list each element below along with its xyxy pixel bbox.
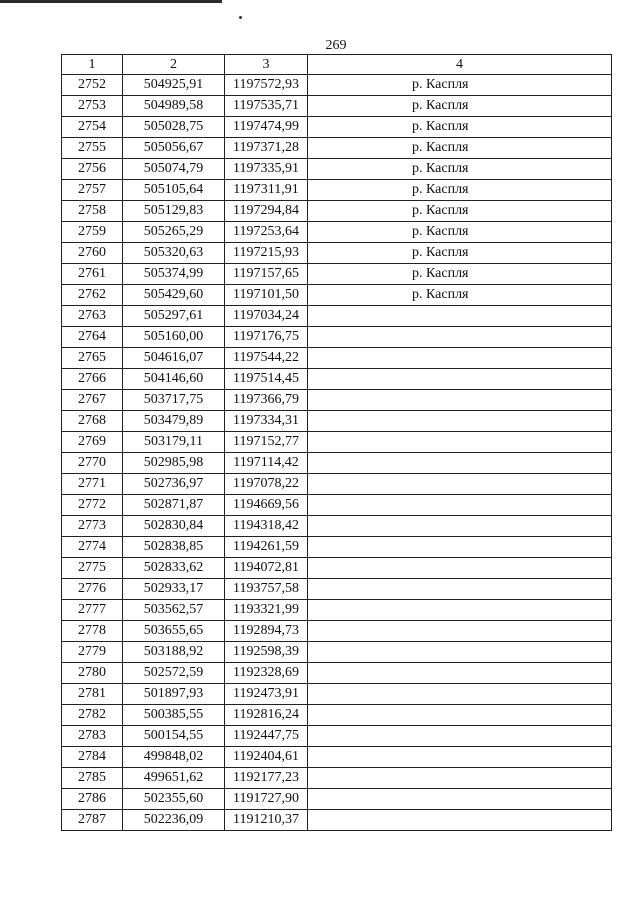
x-coordinate-cell: 499651,62 bbox=[123, 768, 225, 789]
table-row bbox=[62, 348, 612, 369]
y-coordinate-cell: 1191727,90 bbox=[225, 789, 308, 810]
note-cell bbox=[308, 537, 612, 558]
table-row bbox=[62, 243, 612, 264]
table-row bbox=[62, 201, 612, 222]
note-cell bbox=[308, 705, 612, 726]
x-coordinate-cell: 504925,91 bbox=[123, 75, 225, 96]
point-number-cell: 2763 bbox=[62, 306, 123, 327]
point-number-cell: 2784 bbox=[62, 747, 123, 768]
x-coordinate-cell: 503188,92 bbox=[123, 642, 225, 663]
y-coordinate-cell: 1193757,58 bbox=[225, 579, 308, 600]
x-coordinate-cell: 503717,75 bbox=[123, 390, 225, 411]
point-number-cell: 2758 bbox=[62, 201, 123, 222]
note-cell bbox=[308, 642, 612, 663]
page-number: 269 bbox=[325, 38, 347, 53]
table-row bbox=[62, 747, 612, 768]
table-row bbox=[62, 453, 612, 474]
point-number-cell: 2780 bbox=[62, 663, 123, 684]
note-cell bbox=[308, 306, 612, 327]
y-coordinate-cell: 1197034,24 bbox=[225, 306, 308, 327]
note-cell bbox=[308, 558, 612, 579]
note-cell bbox=[308, 411, 612, 432]
header-col-1: 1 bbox=[62, 55, 123, 75]
point-number-cell: 2757 bbox=[62, 180, 123, 201]
y-coordinate-cell: 1197311,91 bbox=[225, 180, 308, 201]
note-cell bbox=[308, 453, 612, 474]
y-coordinate-cell: 1197114,42 bbox=[225, 453, 308, 474]
x-coordinate-cell: 505320,63 bbox=[123, 243, 225, 264]
table-row bbox=[62, 96, 612, 117]
note-cell bbox=[308, 600, 612, 621]
table-row bbox=[62, 600, 612, 621]
table-row bbox=[62, 684, 612, 705]
x-coordinate-cell: 503179,11 bbox=[123, 432, 225, 453]
point-number-cell: 2776 bbox=[62, 579, 123, 600]
point-number-cell: 2778 bbox=[62, 621, 123, 642]
note-cell: р. Каспля bbox=[308, 75, 612, 96]
y-coordinate-cell: 1192598,39 bbox=[225, 642, 308, 663]
point-number-cell: 2752 bbox=[62, 75, 123, 96]
note-cell: р. Каспля bbox=[308, 117, 612, 138]
note-cell bbox=[308, 495, 612, 516]
table-row bbox=[62, 663, 612, 684]
x-coordinate-cell: 500154,55 bbox=[123, 726, 225, 747]
x-coordinate-cell: 505374,99 bbox=[123, 264, 225, 285]
y-coordinate-cell: 1194318,42 bbox=[225, 516, 308, 537]
x-coordinate-cell: 505074,79 bbox=[123, 159, 225, 180]
x-coordinate-cell: 504989,58 bbox=[123, 96, 225, 117]
point-number-cell: 2756 bbox=[62, 159, 123, 180]
point-number-cell: 2766 bbox=[62, 369, 123, 390]
note-cell bbox=[308, 474, 612, 495]
x-coordinate-cell: 502572,59 bbox=[123, 663, 225, 684]
point-number-cell: 2759 bbox=[62, 222, 123, 243]
y-coordinate-cell: 1192473,91 bbox=[225, 684, 308, 705]
x-coordinate-cell: 502355,60 bbox=[123, 789, 225, 810]
x-coordinate-cell: 502933,17 bbox=[123, 579, 225, 600]
note-cell bbox=[308, 663, 612, 684]
point-number-cell: 2770 bbox=[62, 453, 123, 474]
note-cell bbox=[308, 516, 612, 537]
scan-speck bbox=[239, 16, 242, 19]
point-number-cell: 2785 bbox=[62, 768, 123, 789]
point-number-cell: 2761 bbox=[62, 264, 123, 285]
note-cell bbox=[308, 726, 612, 747]
header-col-3: 3 bbox=[225, 55, 308, 75]
y-coordinate-cell: 1197535,71 bbox=[225, 96, 308, 117]
table-row bbox=[62, 705, 612, 726]
y-coordinate-cell: 1193321,99 bbox=[225, 600, 308, 621]
table-row bbox=[62, 642, 612, 663]
x-coordinate-cell: 502736,97 bbox=[123, 474, 225, 495]
point-number-cell: 2771 bbox=[62, 474, 123, 495]
table-row bbox=[62, 285, 612, 306]
y-coordinate-cell: 1192404,61 bbox=[225, 747, 308, 768]
table-row bbox=[62, 222, 612, 243]
table-row bbox=[62, 390, 612, 411]
x-coordinate-cell: 500385,55 bbox=[123, 705, 225, 726]
point-number-cell: 2787 bbox=[62, 810, 123, 831]
y-coordinate-cell: 1197253,64 bbox=[225, 222, 308, 243]
point-number-cell: 2773 bbox=[62, 516, 123, 537]
y-coordinate-cell: 1197215,93 bbox=[225, 243, 308, 264]
table-row bbox=[62, 369, 612, 390]
table-row bbox=[62, 138, 612, 159]
table-row bbox=[62, 768, 612, 789]
table-row bbox=[62, 726, 612, 747]
point-number-cell: 2783 bbox=[62, 726, 123, 747]
note-cell bbox=[308, 327, 612, 348]
note-cell bbox=[308, 390, 612, 411]
note-cell bbox=[308, 432, 612, 453]
x-coordinate-cell: 505028,75 bbox=[123, 117, 225, 138]
table-row bbox=[62, 537, 612, 558]
x-coordinate-cell: 502833,62 bbox=[123, 558, 225, 579]
y-coordinate-cell: 1192447,75 bbox=[225, 726, 308, 747]
top-edge-rule bbox=[0, 0, 222, 3]
point-number-cell: 2781 bbox=[62, 684, 123, 705]
note-cell bbox=[308, 684, 612, 705]
y-coordinate-cell: 1192177,23 bbox=[225, 768, 308, 789]
note-cell: р. Каспля bbox=[308, 243, 612, 264]
x-coordinate-cell: 501897,93 bbox=[123, 684, 225, 705]
note-cell bbox=[308, 789, 612, 810]
x-coordinate-cell: 502871,87 bbox=[123, 495, 225, 516]
y-coordinate-cell: 1197157,65 bbox=[225, 264, 308, 285]
table-row bbox=[62, 411, 612, 432]
note-cell: р. Каспля bbox=[308, 138, 612, 159]
note-cell: р. Каспля bbox=[308, 96, 612, 117]
note-cell: р. Каспля bbox=[308, 222, 612, 243]
y-coordinate-cell: 1197176,75 bbox=[225, 327, 308, 348]
table-header-row bbox=[62, 55, 612, 75]
point-number-cell: 2768 bbox=[62, 411, 123, 432]
y-coordinate-cell: 1194072,81 bbox=[225, 558, 308, 579]
table-row bbox=[62, 558, 612, 579]
table-row bbox=[62, 117, 612, 138]
y-coordinate-cell: 1197101,50 bbox=[225, 285, 308, 306]
x-coordinate-cell: 502985,98 bbox=[123, 453, 225, 474]
table-row bbox=[62, 75, 612, 96]
table-body bbox=[62, 75, 612, 831]
x-coordinate-cell: 502236,09 bbox=[123, 810, 225, 831]
table-row bbox=[62, 474, 612, 495]
y-coordinate-cell: 1197572,93 bbox=[225, 75, 308, 96]
point-number-cell: 2762 bbox=[62, 285, 123, 306]
point-number-cell: 2782 bbox=[62, 705, 123, 726]
point-number-cell: 2754 bbox=[62, 117, 123, 138]
table-row bbox=[62, 789, 612, 810]
note-cell bbox=[308, 621, 612, 642]
y-coordinate-cell: 1197152,77 bbox=[225, 432, 308, 453]
table-row bbox=[62, 516, 612, 537]
x-coordinate-cell: 505105,64 bbox=[123, 180, 225, 201]
x-coordinate-cell: 505429,60 bbox=[123, 285, 225, 306]
table-row bbox=[62, 621, 612, 642]
x-coordinate-cell: 505160,00 bbox=[123, 327, 225, 348]
note-cell bbox=[308, 579, 612, 600]
point-number-cell: 2772 bbox=[62, 495, 123, 516]
note-cell: р. Каспля bbox=[308, 285, 612, 306]
x-coordinate-cell: 505297,61 bbox=[123, 306, 225, 327]
point-number-cell: 2779 bbox=[62, 642, 123, 663]
x-coordinate-cell: 504146,60 bbox=[123, 369, 225, 390]
y-coordinate-cell: 1197366,79 bbox=[225, 390, 308, 411]
y-coordinate-cell: 1197514,45 bbox=[225, 369, 308, 390]
x-coordinate-cell: 502830,84 bbox=[123, 516, 225, 537]
note-cell: р. Каспля bbox=[308, 264, 612, 285]
y-coordinate-cell: 1194669,56 bbox=[225, 495, 308, 516]
table-row bbox=[62, 432, 612, 453]
table-row bbox=[62, 180, 612, 201]
x-coordinate-cell: 499848,02 bbox=[123, 747, 225, 768]
table-row bbox=[62, 579, 612, 600]
point-number-cell: 2755 bbox=[62, 138, 123, 159]
note-cell bbox=[308, 747, 612, 768]
y-coordinate-cell: 1192328,69 bbox=[225, 663, 308, 684]
point-number-cell: 2753 bbox=[62, 96, 123, 117]
table-row bbox=[62, 159, 612, 180]
point-number-cell: 2786 bbox=[62, 789, 123, 810]
note-cell bbox=[308, 348, 612, 369]
x-coordinate-cell: 503562,57 bbox=[123, 600, 225, 621]
x-coordinate-cell: 503655,65 bbox=[123, 621, 225, 642]
x-coordinate-cell: 503479,89 bbox=[123, 411, 225, 432]
y-coordinate-cell: 1191210,37 bbox=[225, 810, 308, 831]
point-number-cell: 2777 bbox=[62, 600, 123, 621]
header-col-2: 2 bbox=[123, 55, 225, 75]
x-coordinate-cell: 505265,29 bbox=[123, 222, 225, 243]
point-number-cell: 2760 bbox=[62, 243, 123, 264]
y-coordinate-cell: 1197078,22 bbox=[225, 474, 308, 495]
y-coordinate-cell: 1197544,22 bbox=[225, 348, 308, 369]
table-row bbox=[62, 810, 612, 831]
point-number-cell: 2775 bbox=[62, 558, 123, 579]
y-coordinate-cell: 1194261,59 bbox=[225, 537, 308, 558]
point-number-cell: 2769 bbox=[62, 432, 123, 453]
point-number-cell: 2764 bbox=[62, 327, 123, 348]
coordinates-table bbox=[61, 54, 612, 831]
note-cell bbox=[308, 810, 612, 831]
point-number-cell: 2765 bbox=[62, 348, 123, 369]
y-coordinate-cell: 1197294,84 bbox=[225, 201, 308, 222]
y-coordinate-cell: 1197371,28 bbox=[225, 138, 308, 159]
note-cell: р. Каспля bbox=[308, 180, 612, 201]
table-row bbox=[62, 495, 612, 516]
note-cell bbox=[308, 768, 612, 789]
table-row bbox=[62, 306, 612, 327]
y-coordinate-cell: 1197474,99 bbox=[225, 117, 308, 138]
x-coordinate-cell: 504616,07 bbox=[123, 348, 225, 369]
y-coordinate-cell: 1192894,73 bbox=[225, 621, 308, 642]
y-coordinate-cell: 1197334,31 bbox=[225, 411, 308, 432]
note-cell bbox=[308, 369, 612, 390]
x-coordinate-cell: 505056,67 bbox=[123, 138, 225, 159]
point-number-cell: 2767 bbox=[62, 390, 123, 411]
table-row bbox=[62, 327, 612, 348]
note-cell: р. Каспля bbox=[308, 201, 612, 222]
x-coordinate-cell: 502838,85 bbox=[123, 537, 225, 558]
y-coordinate-cell: 1197335,91 bbox=[225, 159, 308, 180]
point-number-cell: 2774 bbox=[62, 537, 123, 558]
x-coordinate-cell: 505129,83 bbox=[123, 201, 225, 222]
table-row bbox=[62, 264, 612, 285]
y-coordinate-cell: 1192816,24 bbox=[225, 705, 308, 726]
header-col-4: 4 bbox=[308, 55, 612, 75]
note-cell: р. Каспля bbox=[308, 159, 612, 180]
